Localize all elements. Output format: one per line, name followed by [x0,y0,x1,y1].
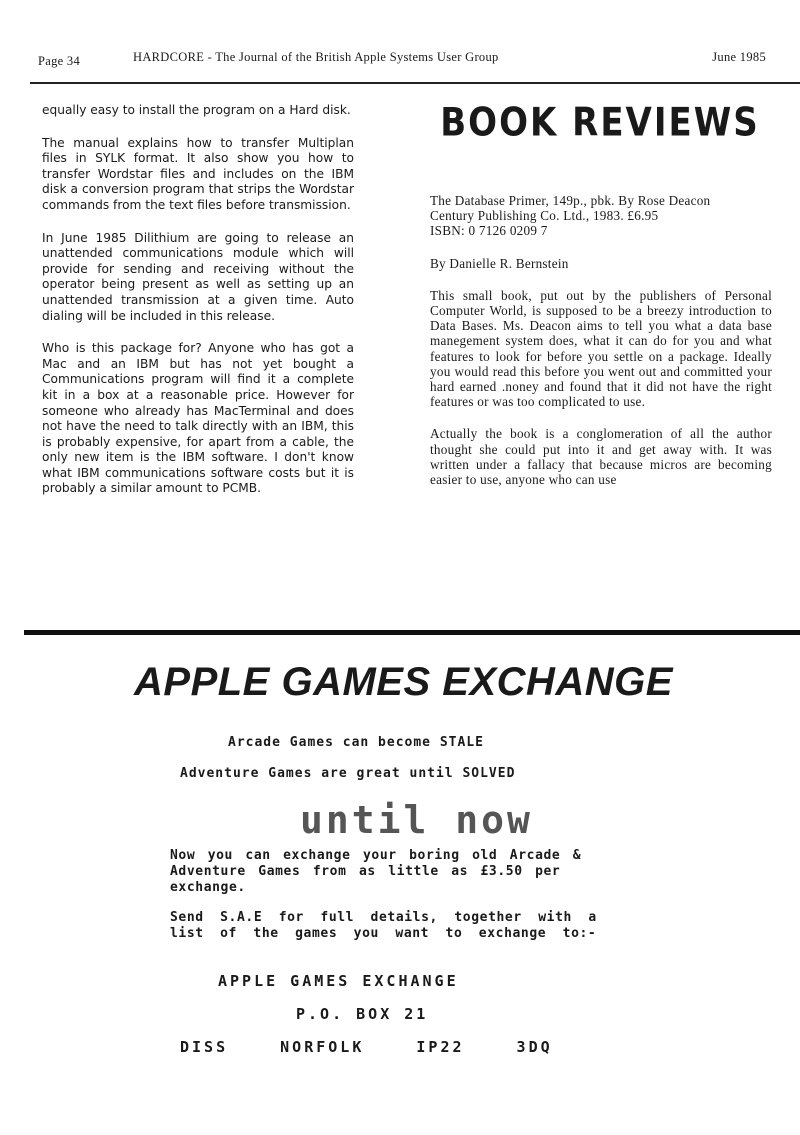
page-header [38,50,766,70]
ad-line-send: Send S.A.E for full details, together with a list of the games you want to exchange to:- [170,910,597,941]
header-rule [30,82,800,84]
issue-date: June 1985 [712,50,766,64]
left-paragraph: equally easy to install the program on a Hard disk. [42,103,351,117]
ad-line-arcade: Arcade Games can become STALE [228,735,484,750]
ad-address-town: DISS NORFOLK IP22 3DQ [180,1038,553,1056]
citation-line: ISBN: 0 7126 0209 7 [430,223,548,239]
left-paragraph: In June 1985 Dilithium are going to release an unattended communications module which will provide for sending and receiving without the operator being present as well as setting up an unattended transmission at a given time. Auto dialing will be included in this release. [42,230,354,323]
left-paragraph: The manual explains how to transfer Multiplan files in SYLK format. It also show you how to transfer Wordstar files and includes on the IBM disk a conversion program that strips the Wordstar commands from the text files before transmission. [42,135,354,212]
review-paragraph: This small book, put out by the publishers of Personal Computer World, is supposed to be a breezy introduction to Data Bases. Ms. Deacon aims to tell you what a data base manegement system does, what it can do for you and what features to look for before you settle on a package. Ideally you would read this before you went out and committed your hard earned .noney and found that it did not have the right features or was too complicated to use. [430,287,772,410]
ad-address-box: P.O. BOX 21 [296,1005,429,1023]
review-paragraph: Actually the book is a conglomeration of all the author thought she could put into it and get away with. It was written under a fallacy that because micros are becoming easier to use, anyone who can use [430,426,772,488]
ad-until-now: until now [300,798,533,842]
page-number: Page 34 [38,54,81,68]
review-byline: By Danielle R. Bernstein [430,255,569,271]
right-column [430,193,772,504]
ad-line-exchange: Now you can exchange your boring old Arcade & Adventure Games from as little as £3.50 per exchange. [170,848,582,895]
section-divider [24,630,800,635]
citation-line: Century Publishing Co. Ltd., 1983. £6.95 [430,208,659,224]
ad-address-name: APPLE GAMES EXCHANGE [218,972,459,990]
citation-line: The Database Primer, 149p., pbk. By Rose Deacon [430,193,711,208]
book-reviews-heading: BOOK REVIEWS [440,100,760,146]
left-paragraph: Who is this package for? Anyone who has got a Mac and an IBM but has not yet bought a Communications program will find it a complete kit in a box at a reasonable price. However for someone who already has MacTerminal and does not have the need to talk directly with an IBM, this is probably expensive, for apart from a cable, the only new item is the IBM software. I don't know what IBM communications software costs but it is probably a similar amount to PCMB. [42,341,354,496]
ad-line-adventure: Adventure Games are great until SOLVED [180,766,516,781]
journal-title: HARDCORE - The Journal of the British Apple Systems User Group [133,50,499,64]
ad-title: APPLE GAMES EXCHANGE [134,660,673,704]
left-column [42,103,354,514]
book-citation [430,193,772,239]
